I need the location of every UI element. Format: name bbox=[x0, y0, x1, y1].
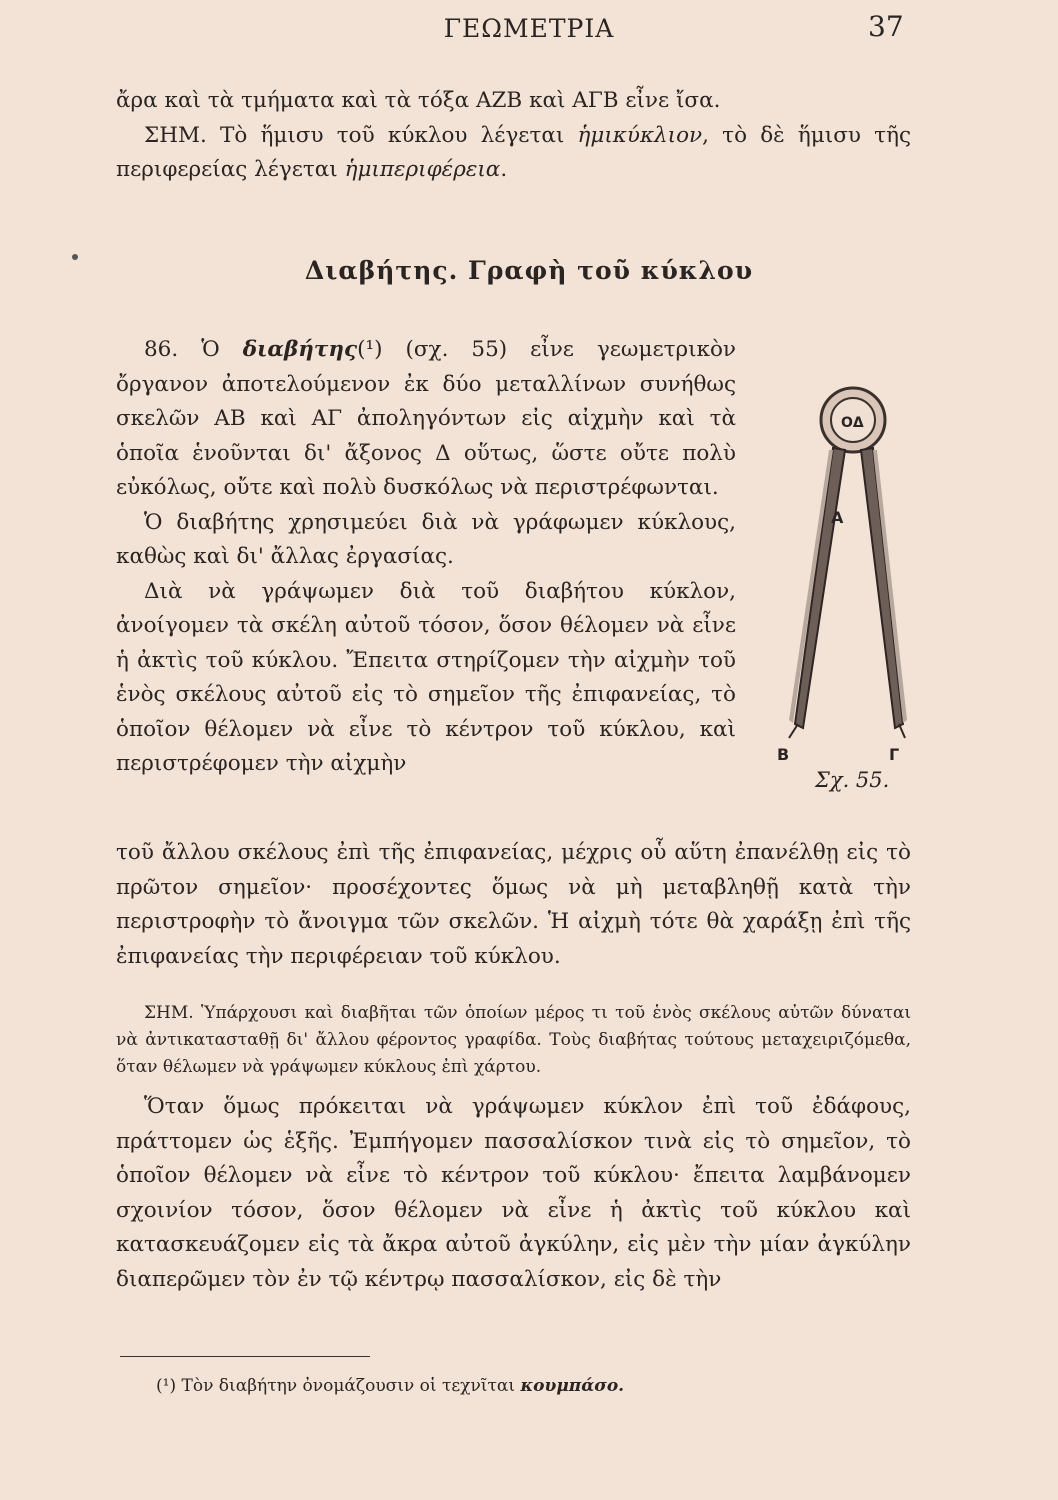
compass-leg-left bbox=[795, 448, 845, 728]
para-draw-wide: τοῦ ἄλλου σκέλους ἐπὶ τῆς ἐπιφανείας, μέχρις οὗ αὕτη ἐπανέλθῃ εἰς τὸ πρῶτον σημεῖον· προσέχοντες ὅμως νὰ μὴ μεταβληθῇ κατὰ τὴν περιστροφὴν τὸ ἄνοιγμα τῶν σκελῶν. Ἡ αἰχμὴ τότε θὰ χαράξῃ ἐπὶ τῆς ἐπιφανείας τὴν περιφέρειαν τοῦ κύκλου. bbox=[116, 840, 911, 969]
compass-tip-left bbox=[789, 724, 798, 738]
compass-leg-left-edge bbox=[789, 450, 833, 723]
sem-note-2-text: ΣΗΜ. Ὑπάρχουσι καὶ διαβῆται τῶν ὁποίων μέρος τι τοῦ ἑνὸς σκέλους αὐτῶν δύναται νὰ ἀντικατασταθῇ δι' ἄλλου φέροντος γραφίδα. Τοὺς διαβήτας τούτους μεταχειριζόμεθα, ὅταν θέλωμεν νὰ γράψωμεν κύκλους ἐπὶ χάρτου. bbox=[116, 1003, 911, 1077]
label-a: Α bbox=[831, 508, 844, 527]
figure-caption: Σχ. 55. bbox=[815, 768, 890, 792]
intro-text bbox=[116, 84, 911, 188]
para-ground-text: Ὅταν ὅμως πρόκειται νὰ γράψωμεν κύκλον ἐπὶ τοῦ ἐδάφους, πράττομεν ὡς ἑξῆς. Ἐμπήγομεν πασσαλίσκον τινὰ εἰς τὸ σημεῖον, τὸ ὁποῖον θέλομεν νὰ εἶνε τὸ κέντρον τοῦ κύκλου· ἔπειτα λαμβάνομεν σχοινίον τόσον, ὅσον θέλομεν νὰ εἶνε ἡ ἀκτὶς τοῦ κύκλου καὶ κατασκευάζομεν εἰς τὰ ἄκρα αὐτοῦ ἀγκύλην, εἰς μὲν τὴν μίαν ἀγκύλην διαπερῶμεν τὸν ἐν τῷ κέντρῳ πασσαλίσκον, εἰς δὲ τὴν bbox=[116, 1094, 911, 1292]
footnote-text: Τὸν διαβήτην ὀνομάζουσιν οἱ τεχνῖται bbox=[176, 1376, 521, 1396]
footnote-term: κουμπάσο. bbox=[520, 1376, 625, 1396]
footnote-divider bbox=[120, 1356, 370, 1357]
section-heading: Διαβήτης. Γραφὴ τοῦ κύκλου bbox=[304, 256, 754, 285]
label-g: Γ bbox=[889, 745, 900, 764]
term-hemiperiphery: ἡμιπεριφέρεια bbox=[344, 157, 501, 182]
running-header: ΓΕΩΜΕΤΡΙΑ bbox=[443, 14, 615, 43]
para-use: Ὁ διαβήτης χρησιμεύει διὰ νὰ γράφωμεν κύκλους, καθὼς καὶ δι' ἄλλας ἐργασίας. bbox=[116, 509, 736, 569]
compass-figure bbox=[765, 378, 940, 798]
label-b: Β bbox=[777, 745, 790, 764]
hinge-label: ΟΔ bbox=[841, 415, 864, 431]
compass-tip-right bbox=[899, 724, 905, 738]
sem-note-1: ΣΗΜ. Τὸ ἥμισυ τοῦ κύκλου λέγεται ἡμικύκλιον, τὸ δὲ ἥμισυ τῆς περιφερείας λέγεται ἡμιπεριφέρεια. bbox=[116, 122, 911, 182]
sem-note-2 bbox=[116, 1000, 911, 1081]
page-number: 37 bbox=[868, 10, 904, 43]
compass-leg-right bbox=[861, 448, 903, 728]
paragraph-ground bbox=[116, 1090, 911, 1297]
para-draw-narrow: Διὰ νὰ γράψωμεν διὰ τοῦ διαβήτου κύκλον, ἀνοίγομεν τὰ σκέλη αὐτοῦ τόσον, ὅσον θέλομεν νὰ εἶνε ἡ ἀκτὶς τοῦ κύκλου. Ἔπειτα στηρίζομεν τὴν αἰχμὴν τοῦ ἑνὸς σκέλους αὐτοῦ εἰς τὸ σημεῖον τῆς ἐπιφανείας, τὸ ὁποῖον θέλομεν νὰ εἶνε τὸ κέντρον τοῦ κύκλου, καὶ περιστρέφομεν τὴν αἰχμὴν bbox=[116, 578, 736, 776]
compass-drawing bbox=[765, 378, 940, 798]
para-86-text: 86. Ὁ διαβήτης(¹) (σχ. 55) εἶνε γεωμετρικὸν ὄργανον ἀποτελούμενον ἐκ δύο μεταλλίνων συνήθως σκελῶν ΑΒ καὶ ΑΓ ἀποληγόντων εἰς αἰχμὴν καὶ τὰ ὁποῖα ἑνοῦνται δι' ἄξονος Δ οὕτως, ὥστε οὔτε πολὺ εὐκόλως, οὔτε καὶ πολὺ δυσκόλως νὰ περιστρέφωνται. bbox=[116, 337, 736, 500]
footnote-marker: (¹) bbox=[156, 1376, 177, 1396]
intro-line: ἄρα καὶ τὰ τμήματα καὶ τὰ τόξα ΑΖΒ καὶ ΑΓΒ εἶνε ἴσα. bbox=[116, 88, 721, 113]
paragraph-draw-continued bbox=[116, 836, 911, 974]
term-compass: διαβήτης bbox=[242, 337, 358, 362]
term-hemicycle: ἡμικύκλιον bbox=[577, 122, 703, 148]
footnote bbox=[156, 1376, 624, 1396]
paragraph-86 bbox=[116, 333, 736, 782]
